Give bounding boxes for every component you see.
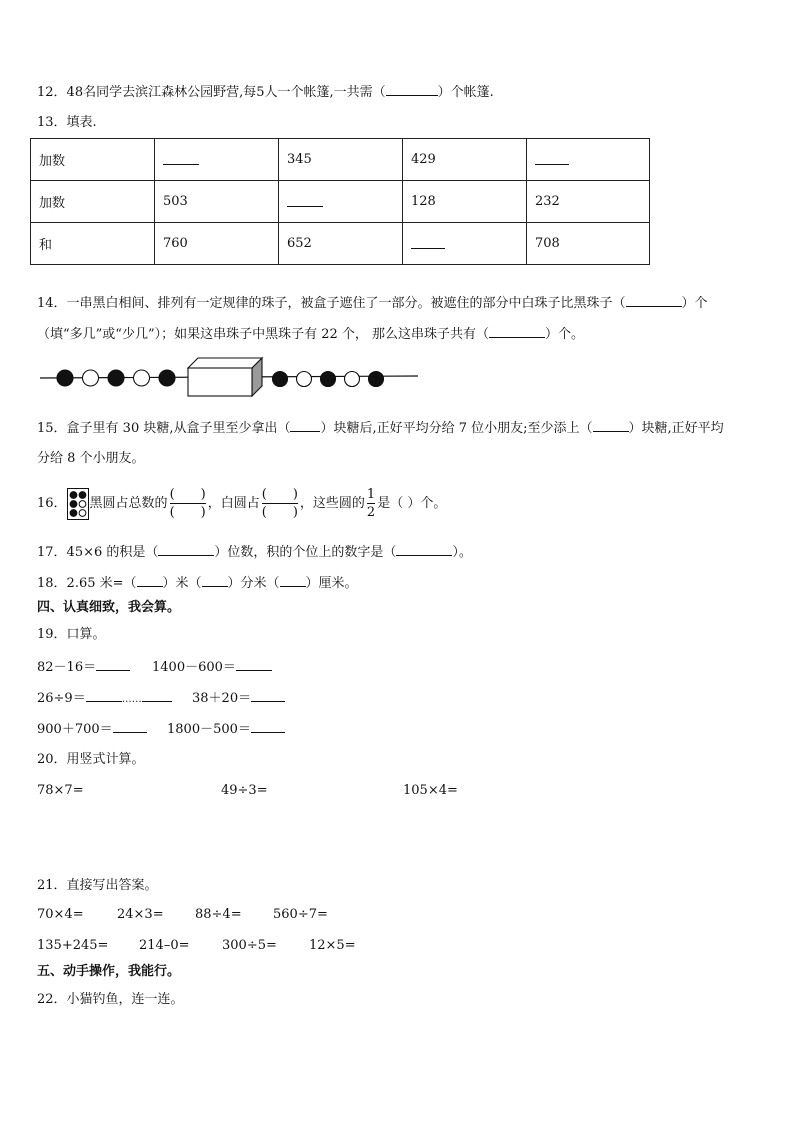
q21-item: 560÷7=: [273, 907, 328, 922]
q21-item: 135+245=: [37, 938, 109, 953]
q18-text: ）厘米。: [305, 576, 358, 591]
q20-item: 78×7=: [37, 783, 84, 798]
q14-line-1: [37, 293, 708, 314]
table-cell[interactable]: [403, 223, 527, 265]
q19-item: [37, 688, 172, 710]
table-cell[interactable]: [527, 139, 650, 181]
q15-line-2: 分给 8 个小朋友。: [37, 451, 145, 466]
q21-item: 12×5=: [309, 938, 356, 953]
q18-text: 18．2.65 米=（: [37, 576, 137, 591]
fraction-numerator: 1: [366, 487, 376, 502]
black-bead: [369, 372, 384, 387]
calc-remainder-blank[interactable]: [142, 688, 172, 702]
question-17: [37, 542, 472, 563]
paren: (: [261, 487, 267, 502]
table-cell: 652: [279, 223, 403, 265]
paren: (: [169, 505, 175, 520]
white-bead: [345, 372, 360, 387]
table-cell: 和: [31, 223, 155, 265]
table-answer-blank[interactable]: [411, 235, 445, 249]
q21-item: 214–0=: [139, 938, 190, 953]
calc-expression: 900＋700＝: [37, 722, 113, 737]
q15-line-1: [37, 418, 724, 439]
black-bead: [108, 370, 124, 386]
beads-right: [273, 372, 384, 387]
paren: ): [200, 487, 206, 502]
one-half-fraction: [367, 486, 375, 521]
table-cell: 429: [403, 139, 527, 181]
q21-title: 21．直接写出答案。: [37, 878, 158, 893]
table-cell[interactable]: [279, 181, 403, 223]
table-cell: 232: [527, 181, 650, 223]
table-cell: 加数: [31, 181, 155, 223]
q12-text-end: ）个帐篷.: [437, 85, 494, 100]
q17-answer-blank-2[interactable]: [396, 542, 452, 556]
q14-line-2: [37, 324, 584, 345]
calc-expression: 38＋20＝: [192, 691, 252, 706]
white-bead: [83, 370, 99, 386]
calc-answer-blank[interactable]: [86, 688, 122, 702]
q15-text: ）块糖后,正好平均分给 7 位小朋友;至少添上（: [320, 421, 593, 436]
q15-text: 15．盒子里有 30 块糖,从盒子里至少拿出（: [37, 421, 291, 436]
calc-answer-blank[interactable]: [251, 719, 285, 733]
table-answer-blank[interactable]: [535, 151, 569, 165]
table-row: [31, 181, 650, 223]
black-bead: [321, 372, 336, 387]
calc-answer-blank[interactable]: [251, 688, 285, 702]
q19-item: [37, 657, 130, 678]
calc-expression: 26÷9＝: [37, 691, 86, 706]
q16-text: ，白圆占: [207, 496, 260, 511]
q16-fraction-black[interactable]: [170, 486, 206, 521]
paren: ): [292, 505, 298, 520]
q15-answer-blank-2[interactable]: [593, 418, 629, 432]
q20-item: 105×4=: [403, 783, 458, 798]
section-5-heading: 五、动手操作，我能行。: [37, 964, 181, 979]
q13-title: 13．填表.: [37, 115, 97, 130]
q14-text: 14．一串黑白相间、排列有一定规律的珠子，被盒子遮住了一部分。被遮住的部分中白珠子比黑珠子（: [37, 296, 626, 311]
question-12: [37, 82, 494, 103]
q14-answer-blank-1[interactable]: [626, 293, 682, 307]
paren: ): [200, 505, 206, 520]
q22-title: 22．小猫钓鱼，连一连。: [37, 992, 184, 1007]
question-16: [37, 482, 446, 526]
q20-title: 20．用竖式计算。: [37, 752, 145, 767]
black-bead: [159, 370, 175, 386]
black-dot: [79, 491, 86, 498]
q16-text: ，这些圆的: [299, 496, 365, 511]
q12-text-start: 12．48名同学去滨江森林公园野营,每5人一个帐篷,一共需（: [37, 85, 386, 100]
question-18: [37, 573, 358, 594]
white-dot: [79, 500, 86, 507]
calc-answer-blank[interactable]: [113, 719, 147, 733]
q14-text: ）个。: [545, 327, 585, 342]
table-cell: 760: [155, 223, 279, 265]
bead-string-figure: [40, 356, 420, 398]
q17-answer-blank-1[interactable]: [158, 542, 214, 556]
q18-text: ）米（: [162, 576, 202, 591]
table-cell: 加数: [31, 139, 155, 181]
q20-item: 49÷3=: [221, 783, 268, 798]
white-dot: [79, 509, 86, 516]
cover-box: [188, 358, 262, 396]
q16-text: 黑圆占总数的: [89, 496, 168, 511]
q14-text: （填“多几”或“少几”）；如果这串珠子中黑珠子有 22 个， 那么这串珠子共有（: [37, 327, 490, 342]
calc-answer-blank[interactable]: [236, 657, 272, 671]
table-cell[interactable]: [155, 139, 279, 181]
white-bead: [297, 372, 312, 387]
q14-answer-blank-2[interactable]: [489, 324, 545, 338]
dot-grid-figure: [67, 488, 89, 520]
q19-item: [192, 688, 285, 709]
q18-answer-blank-2[interactable]: [202, 573, 228, 587]
table-cell: 708: [527, 223, 650, 265]
addition-table: [30, 138, 650, 265]
q18-answer-blank-3[interactable]: [280, 573, 306, 587]
q17-text: 17．45×6 的积是（: [37, 545, 159, 560]
q16-fraction-white[interactable]: [262, 486, 298, 521]
black-dot: [70, 509, 77, 516]
q19-item: [167, 719, 285, 740]
q21-item: 300÷5=: [222, 938, 277, 953]
q19-item: [37, 719, 147, 740]
table-row: [31, 223, 650, 265]
calc-expression: 1800－500＝: [167, 722, 251, 737]
table-cell: 503: [155, 181, 279, 223]
table-cell: 128: [403, 181, 527, 223]
q15-text: ）块糖,正好平均: [628, 421, 724, 436]
q14-text: ）个: [681, 296, 708, 311]
calc-expression: 1400－600＝: [152, 660, 236, 675]
paren: (: [169, 487, 175, 502]
q21-item: 24×3=: [117, 907, 164, 922]
q16-text: 是（ ）个。: [377, 496, 447, 511]
black-bead: [57, 370, 73, 386]
q15-answer-blank-1[interactable]: [290, 418, 320, 432]
q21-item: 88÷4=: [195, 907, 242, 922]
black-dot: [70, 500, 77, 507]
calc-answer-blank[interactable]: [96, 657, 130, 671]
section-4-heading: 四、认真细致，我会算。: [37, 600, 181, 615]
q12-answer-blank[interactable]: [386, 82, 438, 96]
table-answer-blank[interactable]: [163, 151, 199, 165]
fraction-denominator: 2: [366, 505, 376, 520]
q18-text: ）分米（: [227, 576, 280, 591]
paren: (: [261, 505, 267, 520]
q19-title: 19．口算。: [37, 627, 106, 642]
paren: ): [292, 487, 298, 502]
table-answer-blank[interactable]: [287, 193, 323, 207]
calc-expression: 82－16＝: [37, 660, 97, 675]
table-row: [31, 139, 650, 181]
q18-answer-blank-1[interactable]: [137, 573, 163, 587]
black-dot: [70, 491, 77, 498]
table-cell: 345: [279, 139, 403, 181]
white-bead: [134, 370, 150, 386]
black-bead: [273, 372, 288, 387]
q21-item: 70×4=: [37, 907, 84, 922]
calc-remainder-dots: ……: [121, 694, 142, 705]
q19-item: [152, 657, 272, 678]
q16-label: 16．: [37, 496, 67, 511]
q17-text: ）。: [452, 545, 472, 560]
q17-text: ）位数，积的个位上的数字是（: [214, 545, 397, 560]
